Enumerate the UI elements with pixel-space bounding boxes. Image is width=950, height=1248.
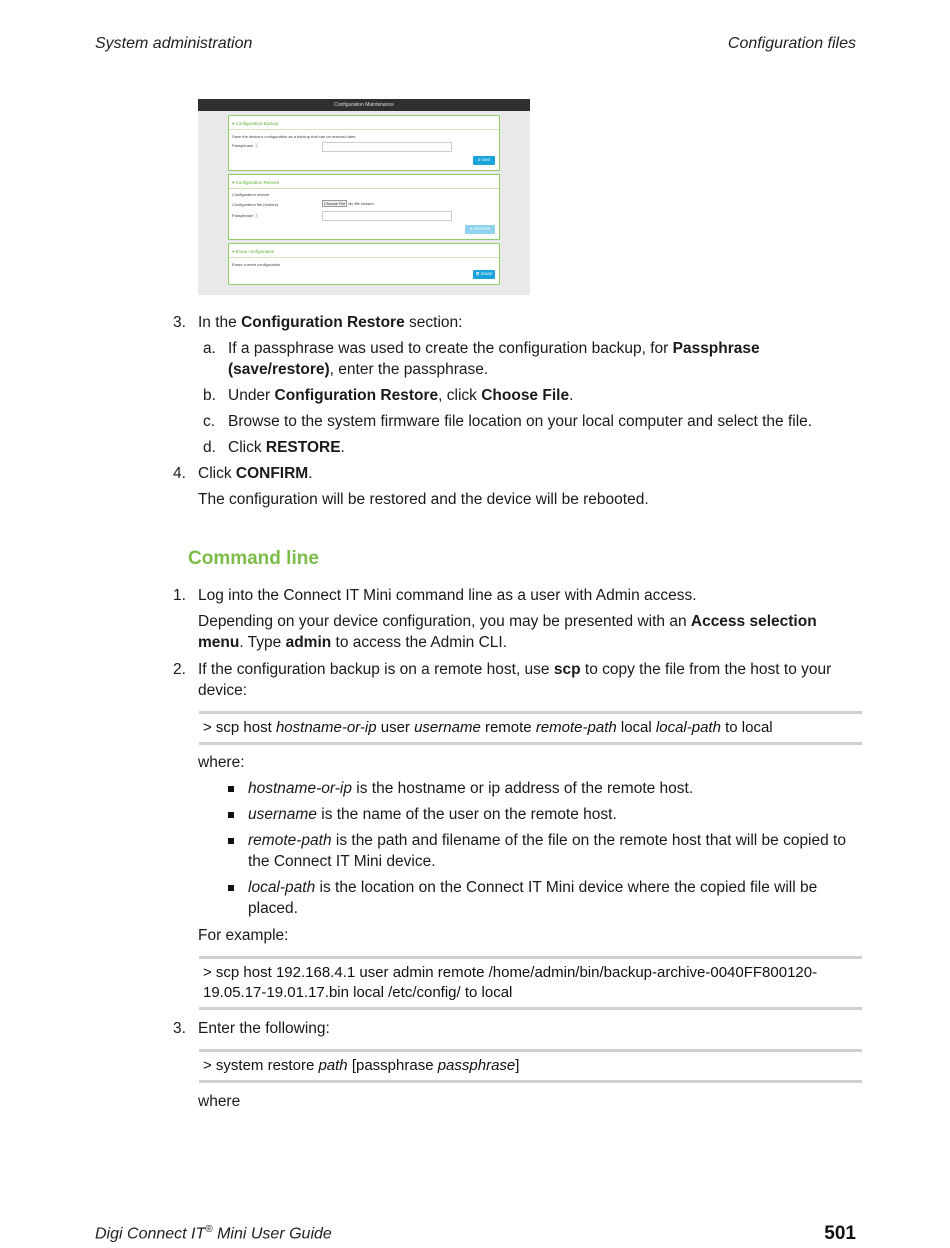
choose-file-button: Choose File	[324, 201, 346, 206]
bullet-icon	[228, 838, 234, 844]
step-text: Log into the Connect IT Mini command line as a user with Admin access.	[198, 587, 697, 604]
step-number: 2.	[173, 661, 186, 678]
substep-letter: c.	[203, 413, 216, 430]
running-header-left: System administration	[95, 35, 253, 52]
bullet-icon	[228, 786, 234, 792]
backup-panel-title: ▾ Configuration Backup	[229, 116, 499, 130]
step-number: 1.	[173, 587, 186, 604]
substep-letter: d.	[203, 439, 216, 456]
config-maintenance-screenshot	[198, 99, 530, 295]
page-number: 501	[824, 1223, 856, 1244]
bullet-icon	[228, 885, 234, 891]
substep-text: If a passphrase was used to create the configuration backup, for Passphrase (save/restore), enter the passphrase.	[228, 340, 760, 378]
restore-pass-field	[322, 211, 452, 221]
substep-letter: a.	[203, 340, 216, 357]
code-block-scp-example: > scp host 192.168.4.1 user admin remote /home/admin/bin/backup-archive-0040FF800120- 19.05.17-19.01.17.bin local /etc/config/ to local	[199, 956, 862, 1010]
restore-panel	[228, 174, 500, 240]
backup-pass-field	[322, 142, 452, 152]
step-note: Depending on your device configuration, you may be presented with an Access selection menu. Type admin to access the Admin CLI.	[198, 613, 817, 651]
no-file-text: No file chosen	[348, 201, 374, 206]
step-number: 3.	[173, 314, 186, 331]
restore-pass-label: Passphrase ⓘ	[232, 213, 259, 218]
step-text: Enter the following:	[198, 1020, 330, 1037]
restore-panel-title: ▾ Configuration Restore	[229, 175, 499, 189]
substep-text: Under Configuration Restore, click Choose File.	[228, 387, 574, 404]
running-header-right: Configuration files	[727, 35, 856, 52]
restore-button: ⬆ RESTORE	[465, 225, 495, 234]
backup-save-button: ⬇ SAVE	[473, 156, 495, 165]
restore-file-label: Configuration file (restore)	[232, 202, 279, 207]
bullet-icon	[228, 812, 234, 818]
erase-desc: Erase current configuration	[232, 262, 281, 267]
bullet-item: username is the name of the user on the remote host.	[248, 806, 617, 823]
step-text: If the configuration backup is on a remote host, use scp to copy the file from the host to your device:	[198, 661, 832, 699]
step-number: 3.	[173, 1020, 186, 1037]
for-example-label: For example:	[198, 927, 289, 944]
bullet-item: hostname-or-ip is the hostname or ip address of the remote host.	[248, 780, 694, 797]
backup-panel	[228, 115, 500, 171]
erase-panel	[228, 243, 500, 285]
step-text: Click CONFIRM.	[198, 465, 313, 482]
step-note: The configuration will be restored and the device will be rebooted.	[198, 491, 649, 508]
backup-pass-label: Passphrase ⓘ	[232, 143, 259, 148]
screenshot-title-bar: Configuration Maintenance	[198, 99, 530, 111]
code-block-system-restore: > system restore path [passphrase passphrase]	[199, 1049, 862, 1083]
bullet-item: local-path is the location on the Connect IT Mini device where the copied file will be placed.	[248, 879, 818, 917]
substep-text: Browse to the system firmware file location on your local computer and select the file.	[228, 413, 813, 430]
erase-button: 🗑 ERASE	[473, 270, 495, 279]
restore-desc: Configuration restore	[232, 192, 270, 197]
backup-desc: Save the device's configuration as a backup that can be restored later.	[232, 134, 357, 139]
substep-letter: b.	[203, 387, 216, 404]
substep-text: Click RESTORE.	[228, 439, 345, 456]
step-number: 4.	[173, 465, 186, 482]
step-text: In the Configuration Restore section:	[198, 314, 463, 331]
where-label: where:	[198, 754, 245, 771]
restore-choose-file	[322, 200, 374, 207]
footer-doc-title: Digi Connect IT® Mini User Guide	[95, 1224, 332, 1243]
section-heading: Command line	[188, 548, 319, 569]
where-label: where	[198, 1093, 241, 1110]
code-block-scp-syntax: > scp host hostname-or-ip user username remote remote-path local local-path to local	[199, 711, 862, 745]
erase-panel-title: ▾ Erase configuration	[229, 244, 499, 258]
bullet-item: remote-path is the path and filename of the file on the remote host that will be copied to the Connect IT Mini device.	[248, 832, 846, 870]
